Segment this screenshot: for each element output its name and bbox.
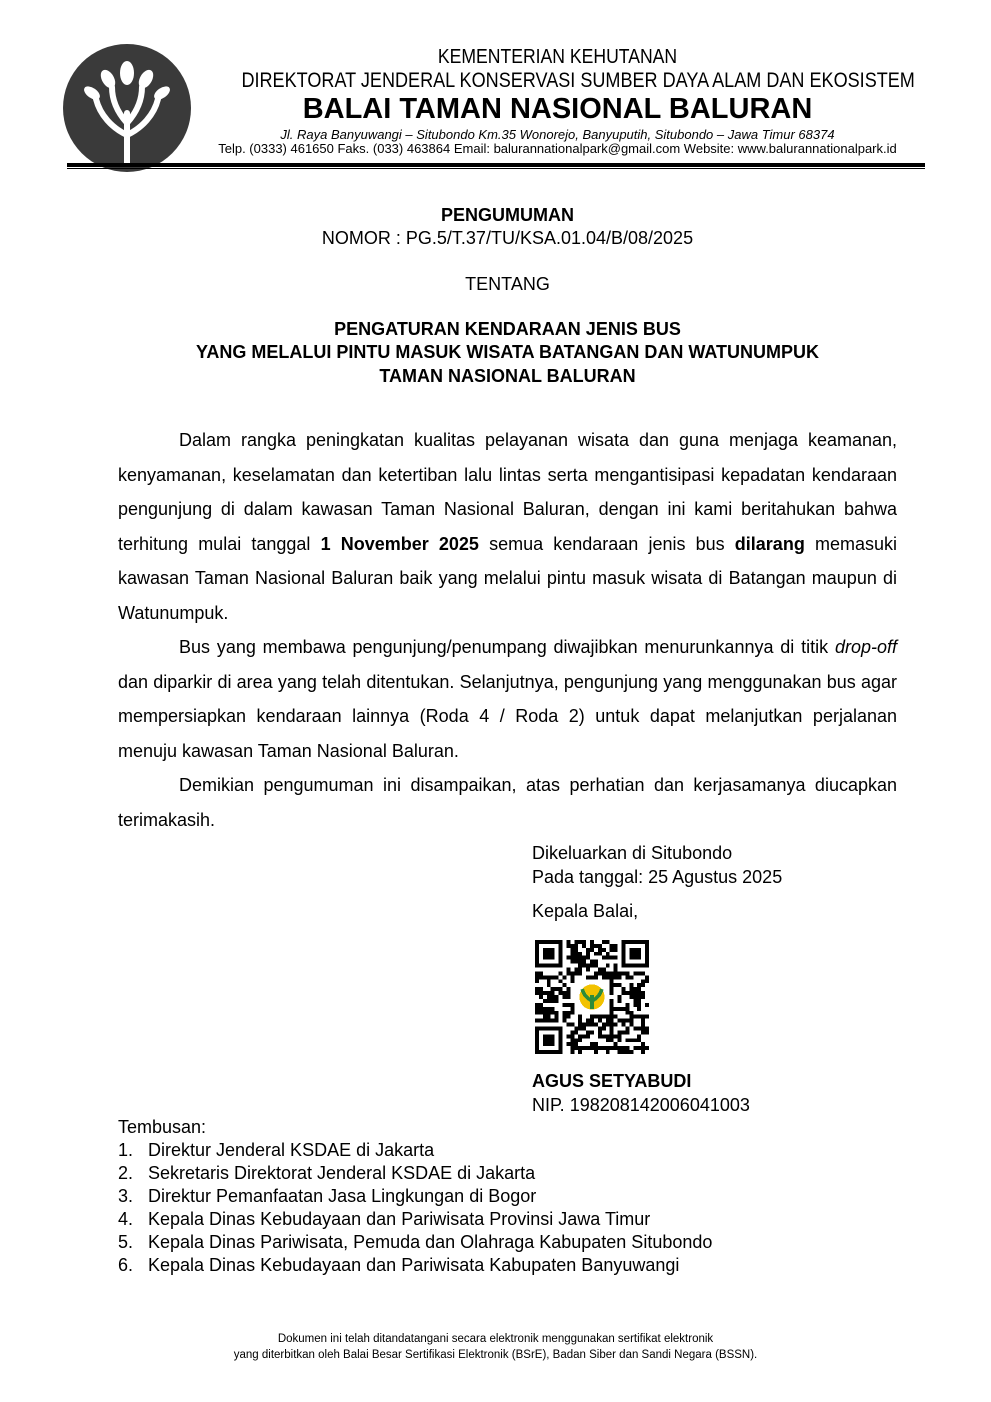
carbon-copy-label: Tembusan: xyxy=(118,1117,207,1137)
office-name: BALAI TAMAN NASIONAL BALURAN xyxy=(302,93,813,125)
list-item: 2. Sekretaris Direktorat Jenderal KSDAE di Jakarta xyxy=(118,1163,536,1183)
document-type: PENGUMUMAN xyxy=(441,205,574,225)
drop-off-term: drop-off xyxy=(834,637,897,657)
letterhead-rule-thick xyxy=(67,163,925,167)
subject-line-1: PENGATURAN KENDARAAN JENIS BUS xyxy=(334,319,681,339)
list-item: 3. Direktur Pemanfaatan Jasa Lingkungan di Bogor xyxy=(118,1186,537,1206)
prohibition-word: dilarang xyxy=(734,533,805,554)
effective-date: 1 November 2025 xyxy=(320,533,479,554)
list-item: 6. Kepala Dinas Kebudayaan dan Pariwisata Kabupaten Banyuwangi xyxy=(118,1255,680,1275)
list-item: 4. Kepala Dinas Kebudayaan dan Pariwisata Provinsi Jawa Timur xyxy=(118,1209,651,1229)
office-address: Jl. Raya Banyuwangi – Situbondo Km.35 Wonorejo, Banyuputih, Situbondo – Jawa Timur 68374 xyxy=(280,127,835,142)
signature-block xyxy=(532,842,782,924)
e-signature-notice: Dokumen ini telah ditandatangani secara elektronik menggunakan sertifikat elektronik yang diterbitkan oleh Balai Besar Sertifikasi Elektronik (BSrE), Badan Siber dan Sandi Negara (BSSN). xyxy=(233,1333,758,1361)
body-paragraph-3: Demikian pengumuman ini disampaikan, atas perhatian dan kerjasamanya diucapkan terimakasih. xyxy=(118,775,897,830)
e-signature-qr-code-icon xyxy=(535,940,649,1054)
document-number: NOMOR : PG.5/T.37/TU/KSA.01.04/B/08/2025 xyxy=(321,228,694,248)
office-contact: Telp. (0333) 461650 Faks. (033) 463864 Email: balurannationalpark@gmail.com Website: www.balurannationalpark.id xyxy=(218,141,897,156)
ministry-name: KEMENTERIAN KEHUTANAN xyxy=(437,46,678,68)
about-label: TENTANG xyxy=(465,274,550,294)
letterhead-rule-thin xyxy=(67,168,925,169)
body-paragraph-2: Bus yang membawa pengunjung/penumpang diwajibkan menurunkannya di titik drop-off dan diparkir di area yang telah ditentukan. Selanjutnya, pengunjung yang menggunakan bus agar mempersiapkan kendaraan lainnya (Roda 4 / Roda 2) untuk dapat melanjutkan perjalanan menuju kawasan Taman Nasional Baluran. xyxy=(118,637,897,761)
list-item: 5. Kepala Dinas Pariwisata, Pemuda dan Olahraga Kabupaten Situbondo xyxy=(118,1232,713,1252)
list-item: 1. Direktur Jenderal KSDAE di Jakarta xyxy=(118,1140,435,1160)
signatory-nip: NIP. 198208142006041003 xyxy=(532,1094,750,1115)
signature-place: Dikeluarkan di Situbondo xyxy=(532,843,733,863)
signatory xyxy=(532,1070,750,1117)
carbon-copy-list xyxy=(118,1116,712,1277)
subject-line-2: YANG MELALUI PINTU MASUK WISATA BATANGAN DAN WATUNUMPUK xyxy=(196,342,819,362)
announcement-body xyxy=(118,423,897,837)
signature-position: Kepala Balai, xyxy=(532,901,639,921)
body-paragraph-1: Dalam rangka peningkatan kualitas pelayanan wisata dan guna menjaga keamanan, kenyamanan, keselamatan dan ketertiban lalu lintas serta mengantisipasi kepadatan kendaraan pengunjung di dalam kawasan Taman Nasional Baluran, dengan ini kami beritahukan bahwa terhitung mulai tanggal 1 November 2025 semua kendaraan jenis bus dilarang memasuki kawasan Taman Nasional Baluran baik yang melalui pintu masuk wisata di Batangan maupun di Watunumpuk. xyxy=(118,430,897,623)
directorate-name: DIREKTORAT JENDERAL KONSERVASI SUMBER DAYA ALAM DAN EKOSISTEM xyxy=(241,69,915,92)
signature-date: Pada tanggal: 25 Agustus 2025 xyxy=(532,866,783,887)
subject-line-3: TAMAN NASIONAL BALURAN xyxy=(379,366,636,386)
ministry-tree-logo-icon xyxy=(62,43,192,173)
signatory-name: AGUS SETYABUDI xyxy=(532,1071,692,1091)
